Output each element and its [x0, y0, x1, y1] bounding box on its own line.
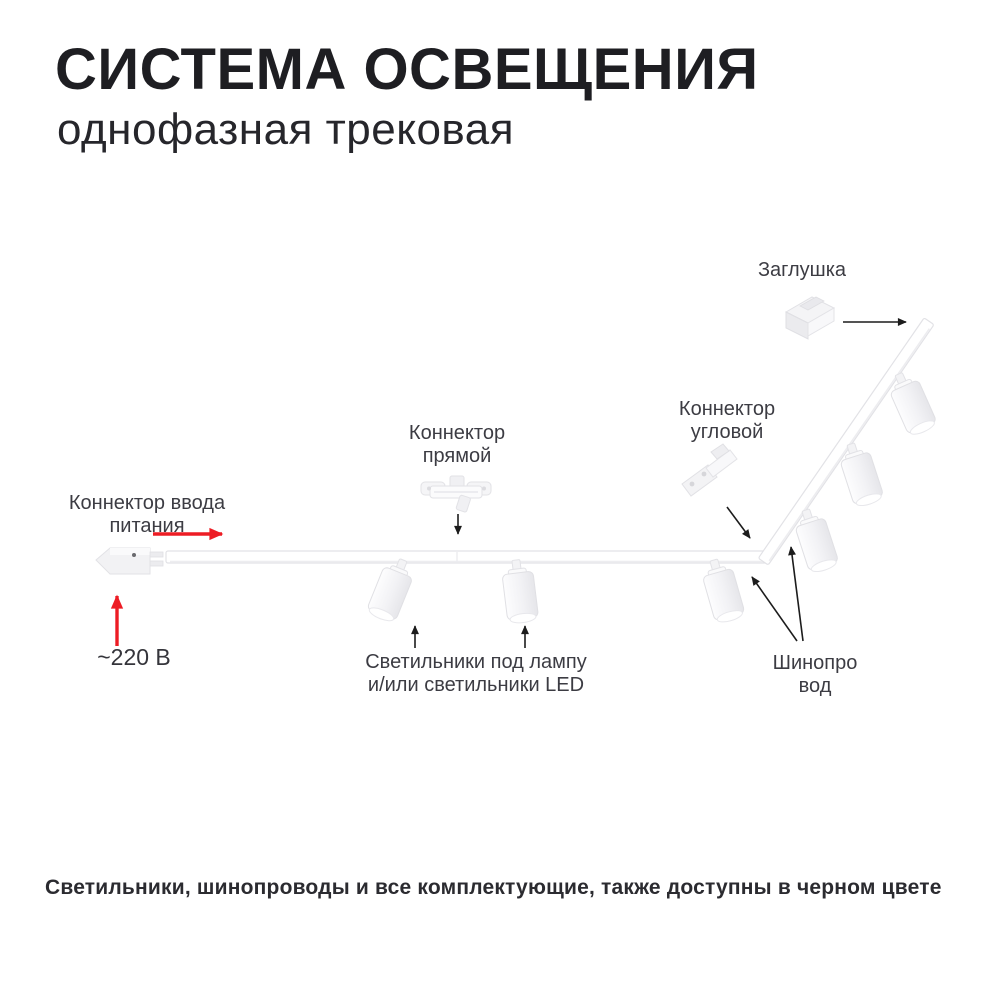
- lights-label: [365, 651, 587, 697]
- voltage-label-text: ~220 В: [97, 644, 171, 670]
- straight-connector-piece: [421, 476, 491, 512]
- track-label-line2: вод: [798, 675, 832, 697]
- track-rail-horizontal: [166, 551, 770, 563]
- end-cap-piece: [786, 297, 834, 339]
- straight-connector-label-line1: Коннектор: [408, 422, 506, 444]
- power-feed-connector-piece: [96, 548, 163, 574]
- track-label: [773, 652, 858, 698]
- power-connector-label: [69, 492, 225, 538]
- corner-connector-label: [679, 398, 775, 444]
- straight-connector-label: [409, 422, 505, 468]
- arrow-track-horizontal: [752, 577, 797, 641]
- arrow-corner-connector: [727, 507, 750, 538]
- spotlight-graphic: [699, 556, 746, 625]
- power-connector-label-line2: питания: [109, 515, 185, 537]
- lights-label-line2: и/или светильники LED: [367, 674, 585, 696]
- voltage-label: [97, 646, 171, 669]
- track-rail-diagonal: [758, 318, 934, 565]
- page-subtitle: однофазная трековая: [57, 105, 515, 154]
- spotlight-graphic: [500, 558, 538, 624]
- corner-connector-label-line2: угловой: [690, 421, 764, 443]
- lights-label-line1: Светильники под лампу: [365, 651, 587, 673]
- track-label-line1: Шинопро: [772, 652, 858, 674]
- footer-note-text: Светильники, шинопроводы и все комплектующие, также доступны в черном цвете: [45, 876, 942, 899]
- corner-connector-label-line1: Коннектор: [678, 398, 776, 420]
- power-connector-label-line1: Коннектор ввода: [68, 492, 226, 514]
- end-cap-label-text: Заглушка: [757, 259, 847, 281]
- spotlight-graphic: [365, 554, 417, 624]
- arrow-track-diagonal: [791, 547, 803, 641]
- straight-connector-label-line2: прямой: [422, 445, 492, 467]
- end-cap-label: [758, 259, 846, 282]
- page-title: СИСТЕМА ОСВЕЩЕНИЯ: [55, 37, 759, 102]
- footer-note: [45, 876, 975, 900]
- corner-connector-piece: [682, 444, 737, 496]
